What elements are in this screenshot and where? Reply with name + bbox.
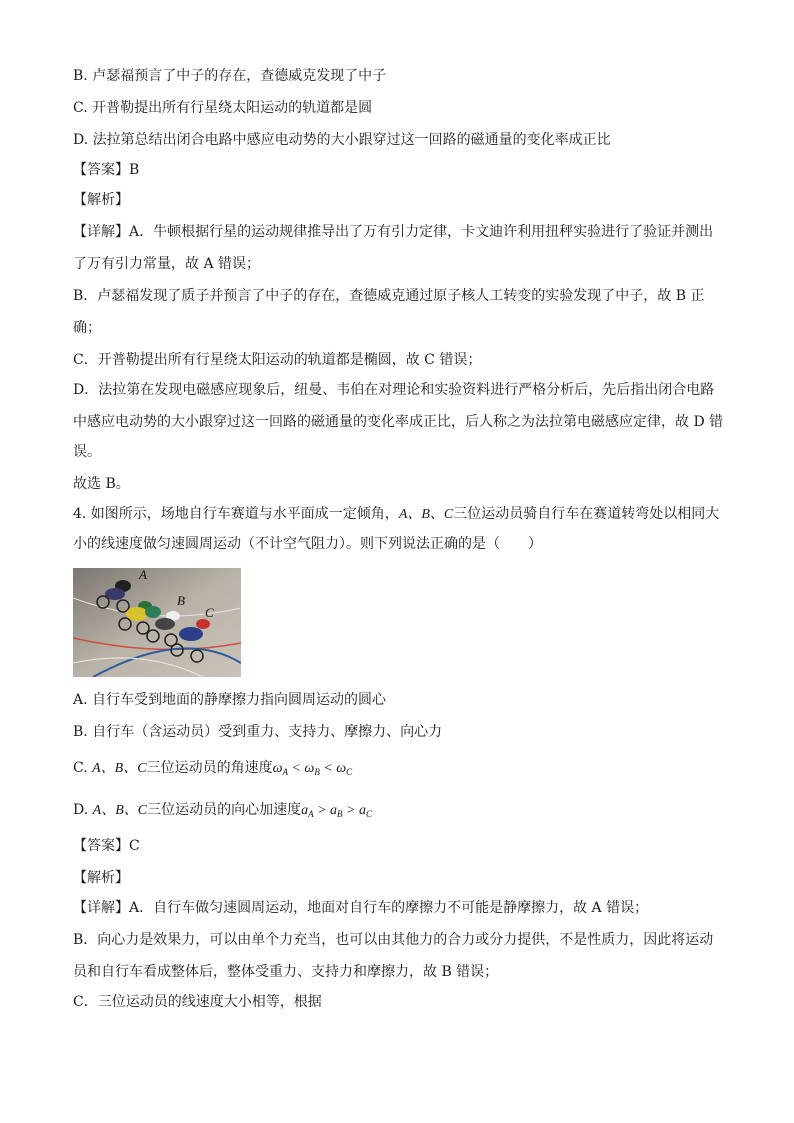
- photo-label-a: A: [139, 568, 147, 582]
- option-letters: A、B、C: [92, 803, 148, 818]
- q3-detail-b-line1: B．卢瑟福发现了质子并预言了中子的存在，查德威克通过原子核人工转变的实验发现了中子，故 B 正: [73, 288, 705, 304]
- q4-detail-b-line1: B．向心力是效果力，可以由单个力充当，也可以由其他力的合力或分力提供，不是性质力，因此将运动: [73, 932, 714, 948]
- q3-detail-d-line3: 误。: [73, 444, 101, 460]
- q4-stem-line2: 小的线速度做匀速圆周运动（不计空气阻力）。则下列说法正确的是（ ）: [73, 536, 542, 552]
- answer-value: C: [129, 838, 140, 854]
- photo-label-b: B: [177, 593, 185, 608]
- q4-option-d: [73, 800, 733, 824]
- q4-answer: [73, 836, 733, 856]
- q3-detail-d-line1: D．法拉第在发现电磁感应现象后，纽曼、韦伯在对理论和实验资料进行严格分析后，先后指出闭合电路: [73, 382, 715, 398]
- q3-detail-b-line2: 确；: [73, 320, 101, 336]
- option-prefix: D.: [73, 802, 93, 818]
- detail-label: 【详解】: [73, 224, 129, 240]
- q4-option-c: [73, 758, 733, 782]
- answer-value: B: [129, 162, 140, 178]
- answer-label: 【答案】: [73, 162, 129, 178]
- q4-detail-c: C．三位运动员的线速度大小相等，根据: [73, 994, 322, 1010]
- q3-detail-c: C．开普勒提出所有行星绕太阳运动的轨道都是椭圆，故 C 错误；: [73, 352, 482, 368]
- q3-option-b: B. 卢瑟福预言了中子的存在，查德威克发现了中子: [73, 68, 387, 84]
- photo-label-c: C: [205, 605, 214, 620]
- cyclists-illustration: [73, 568, 241, 677]
- option-text: 三位运动员的向心加速度: [147, 802, 302, 818]
- q4-stem-line1: [73, 504, 733, 525]
- q3-detail-a-line2: 了万有引力常量，故 A 错误；: [73, 256, 261, 272]
- q3-detail-d-line2: 中感应电动势的大小跟穿过这一回路的磁通量的变化率成正比，后人称之为法拉第电磁感应定律，故 D 错: [73, 414, 724, 430]
- option-letters: A、B、C: [92, 761, 147, 776]
- q4-analysis-label: [73, 868, 733, 888]
- q3-detail-a-line1: [73, 222, 733, 242]
- detail-label: 【详解】: [73, 900, 129, 916]
- stem-letters: A、B、C: [398, 507, 454, 522]
- analysis-label: 【解析】: [73, 870, 129, 886]
- stem-text: 4. 如图所示，场地自行车赛道与水平面成一定倾角，: [73, 506, 399, 522]
- q4-detail-b-line2: 员和自行车看成整体后，整体受重力、支持力和摩擦力，故 B 错误；: [73, 964, 499, 980]
- q4-option-a: A. 自行车受到地面的静摩擦力指向圆周运动的圆心: [73, 692, 387, 708]
- centripetal-acceleration-formula: $a_A > a_B > a_C$: [301, 803, 373, 819]
- analysis-label: 【解析】: [73, 192, 129, 208]
- q4-option-b: B. 自行车（含运动员）受到重力、支持力、摩擦力、向心力: [73, 724, 443, 740]
- cycling-track-photo: [73, 568, 241, 677]
- answer-label: 【答案】: [73, 838, 129, 854]
- detail-text: A．自行车做匀速圆周运动，地面对自行车的摩擦力不可能是静摩擦力，故 A 错误；: [129, 900, 649, 916]
- q3-analysis-label: [73, 190, 733, 210]
- angular-velocity-formula: $\omega_A < \omega_B < \omega_C$: [272, 761, 353, 777]
- stem-text-cont: 三位运动员骑自行车在赛道转弯处以相同大: [453, 506, 720, 522]
- detail-text: A．牛顿根据行星的运动规律推导出了万有引力定律，卡文迪许利用扭秤实验进行了验证并测出: [129, 224, 714, 240]
- q3-conclusion: 故选 B。: [73, 476, 130, 492]
- q3-option-d: D. 法拉第总结出闭合电路中感应电动势的大小跟穿过这一回路的磁通量的变化率成正比: [73, 132, 611, 148]
- q3-option-c: C. 开普勒提出所有行星绕太阳运动的轨道都是圆: [73, 100, 373, 116]
- q3-answer: [73, 160, 733, 180]
- q4-detail-a: [73, 898, 733, 918]
- option-text: 三位运动员的角速度: [146, 760, 273, 776]
- option-prefix: C.: [73, 760, 93, 776]
